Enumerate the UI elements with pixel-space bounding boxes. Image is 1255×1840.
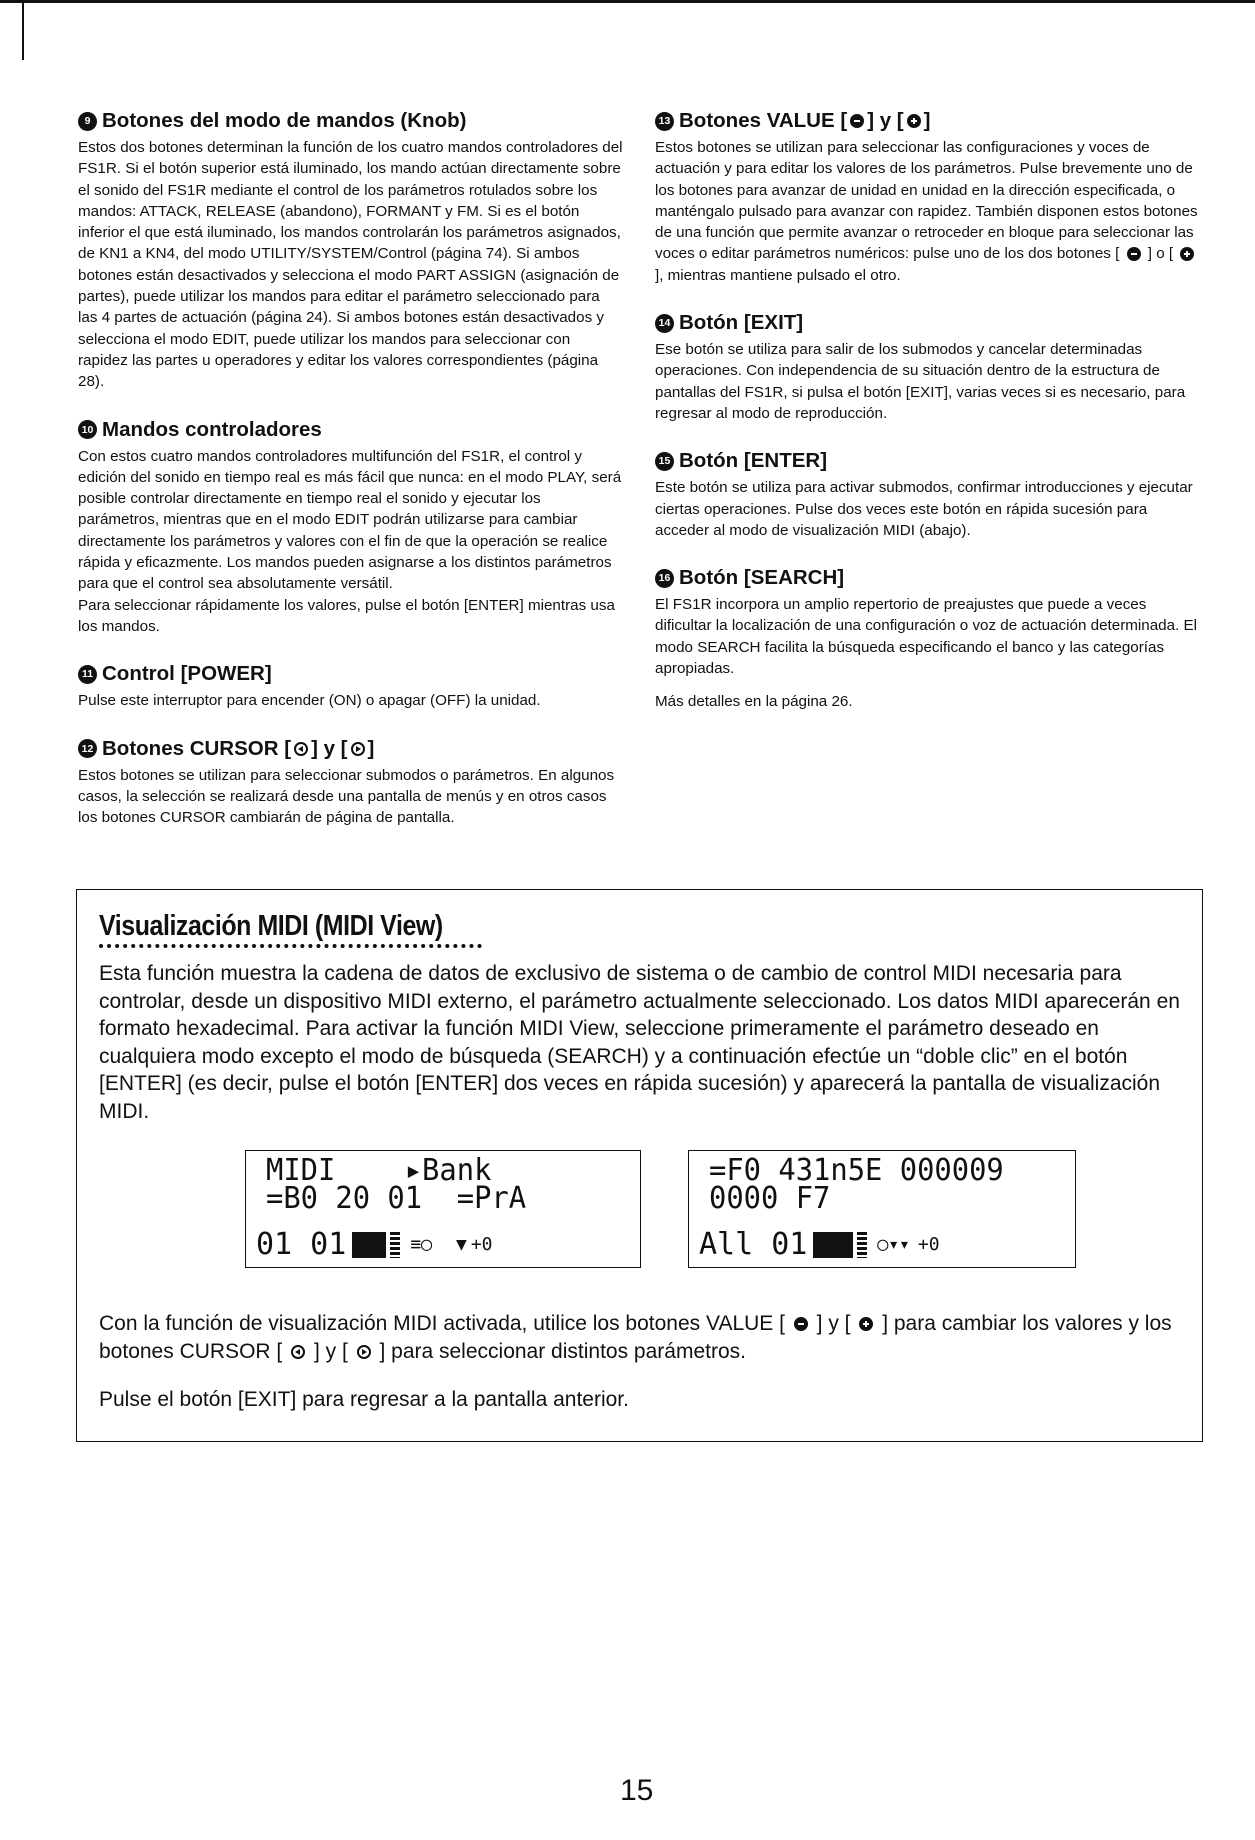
value-inc-icon xyxy=(1180,247,1194,261)
lcd-bars-icon xyxy=(857,1232,867,1258)
lcd-status-row xyxy=(256,1229,497,1261)
value-inc-icon xyxy=(907,114,921,128)
number-13-icon: 13 xyxy=(655,112,674,131)
section-body-a: Estos botones se utilizan para seleccionar las configuraciones y voces de actuación y para editar los valores de los parámetros. Pulse brevemente uno de los botones para avanzar de unidad en unidad en la dirección especificada, o manténgalo pulsado para avanzar con rapidez. También disponen estos botones de una función que permite avanzar o retroceder en bloque para seleccionar las voces o editar parámetros numéricos: pulse uno de los dos botones [ xyxy=(655,139,1198,263)
section-body: Estos dos botones determinan la función de los cuatro mandos controladores del FS1R. Si el botón superior está iluminado, los mando actúan directamente sobre el sonido del FS1R mediante el control de los parámetros rotulados sobre los mandos: ATTACK, RELEASE (abandono), FORMANT y FM. Si es el botón inferior el que está iluminado, los mandos controlarán los parámetros asignados, de KN1 a KN4, del modo UTILITY/SYSTEM/Control (página 74). Si ambos botones están desactivados y selecciona el modo PART ASSIGN (asignación de partes), puede utilizar los mandos para editar el parámetro seleccionado para las 4 partes de actuación (página 24). Si ambos botones están desactivados y selecciona el modo EDIT, puede utilizar los mandos para seleccionar con rapidez las partes u operadores y editar los valores correspondientes (página 28). xyxy=(78,139,623,391)
cursor-right-icon xyxy=(351,742,365,756)
section-title xyxy=(655,108,1200,134)
section-heading: Mandos controladores xyxy=(102,417,322,441)
section-title xyxy=(655,310,1200,336)
cursor-right-icon xyxy=(357,1345,371,1359)
midi-view-exit-note: Pulse el botón [EXIT] para regresar a la pantalla anterior. xyxy=(99,1388,629,1411)
lcd-status-row xyxy=(699,1229,944,1261)
lcd-status-left: All 01 xyxy=(699,1227,808,1262)
lcd-status-right: +0 xyxy=(917,1234,940,1255)
number-11-icon: 11 xyxy=(78,665,97,684)
number-14-icon: 14 xyxy=(655,314,674,333)
section-heading-a: Botones CURSOR [ xyxy=(102,736,292,760)
left-column xyxy=(78,108,623,852)
instr-a: Con la función de visualización MIDI activada, utilice los botones VALUE [ xyxy=(99,1312,785,1335)
right-column xyxy=(655,108,1200,737)
section-body-para: Con estos cuatro mandos controladores multifunción del FS1R, el control y edición del sonido en tiempo real es más fácil que nunca: en el modo PLAY, será posible controlar directamente en tiempo real el sonido y ejecutar los parámetros, mientras que en el modo EDIT podrán utilizarse para cambiar directamente los parámetros y valores con el fin de que la operación se realice rápida y eficazmente. Los mandos pueden asignarse a los distintos parámetros para que el control sea absolutamente versátil. xyxy=(78,447,622,593)
instr-c: ] para cambiar los valores y los botones CURSOR [ xyxy=(99,1312,1172,1363)
number-9-icon: 9 xyxy=(78,112,97,131)
value-dec-icon xyxy=(1127,247,1141,261)
section-controller-knobs xyxy=(78,417,623,638)
section-heading-a: Botones VALUE [ xyxy=(679,109,848,132)
midi-view-box xyxy=(76,889,1203,1442)
cursor-left-icon xyxy=(294,742,308,756)
section-heading: Control [POWER] xyxy=(102,662,272,686)
section-heading: Botones del modo de mandos (Knob) xyxy=(102,109,467,132)
number-10-icon: 10 xyxy=(78,420,97,439)
section-enter xyxy=(655,448,1200,541)
section-power xyxy=(78,661,623,711)
section-body-para: Para seleccionar rápidamente los valores, pulse el botón [ENTER] mientras usa los mandos. xyxy=(78,596,615,635)
lcd-bars-icon xyxy=(390,1232,400,1258)
section-body: Ese botón se utiliza para salir de los submodos y cancelar determinadas operaciones. Con independencia de su situación dentro de la estructura de pantallas del FS1R, si pulsa el botón [EXIT], varias veces si es necesario, para regresar al modo de reproducción. xyxy=(655,341,1186,422)
section-body xyxy=(655,137,1200,286)
number-15-icon: 15 xyxy=(655,452,674,471)
midi-view-instructions xyxy=(99,1310,1189,1366)
lcd-indicator-icon: ▼ xyxy=(456,1234,467,1255)
section-heading-c: ] xyxy=(923,109,931,132)
cursor-left-icon xyxy=(291,1345,305,1359)
section-heading: Botón [ENTER] xyxy=(679,449,828,473)
value-dec-icon xyxy=(850,114,864,128)
lcd-line-1: MIDI ▸Bank xyxy=(266,1153,492,1188)
lcd-status-left: 01 01 xyxy=(256,1227,347,1262)
instr-e: ] para seleccionar distintos parámetros. xyxy=(379,1340,746,1363)
section-heading-b: ] y [ xyxy=(311,736,348,760)
lcd-segment-icon xyxy=(352,1232,386,1258)
lcd-line-2: 0000 F7 xyxy=(709,1181,831,1216)
section-heading-b: ] y [ xyxy=(867,109,904,132)
section-body xyxy=(78,446,623,638)
page-number: 15 xyxy=(620,1774,654,1807)
left-rule xyxy=(22,0,24,60)
section-body: Pulse este interruptor para encender (ON) o apagar (OFF) la unidad. xyxy=(78,692,541,710)
section-body-more: Más detalles en la página 26. xyxy=(655,693,853,711)
midi-view-title: Visualización MIDI (MIDI View) xyxy=(99,910,443,942)
value-dec-icon xyxy=(794,1317,808,1331)
lcd-status-right: +0 xyxy=(470,1234,493,1255)
lcd-display-2 xyxy=(688,1150,1076,1268)
section-knob-buttons xyxy=(78,108,623,393)
section-title xyxy=(655,448,1200,474)
section-title xyxy=(78,417,623,443)
section-heading: Botón [SEARCH] xyxy=(679,566,845,590)
number-16-icon: 16 xyxy=(655,569,674,588)
midi-view-intro: Esta función muestra la cadena de datos de exclusivo de sistema o de cambio de control MIDI necesaria para controlar, desde un dispositivo MIDI externo, el parámetro actualmente seleccionado. Los datos MIDI aparecerán en formato hexadecimal. Para activar la función MIDI View, seleccione primeramente el parámetro deseado en cualquiera modo excepto el modo de búsqueda (SEARCH) y a continuación efectúe un “doble clic” en el botón [ENTER] (es decir, pulse el botón [ENTER] dos veces en rápida sucesión) y aparecerá la pantalla de visualización MIDI. xyxy=(99,962,1180,1123)
top-rule xyxy=(0,0,1255,3)
section-exit xyxy=(655,310,1200,424)
section-search xyxy=(655,565,1200,712)
section-body-c: ], mientras mantiene pulsado el otro. xyxy=(655,266,901,284)
lcd-display-1 xyxy=(245,1150,641,1268)
lcd-line-1: =F0 431n5E 000009 xyxy=(709,1153,1004,1188)
lcd-clock-icon: ◯▾▾ xyxy=(877,1234,910,1255)
section-title xyxy=(78,108,623,134)
title-underline xyxy=(99,944,482,948)
value-inc-icon xyxy=(859,1317,873,1331)
instr-d: ] y [ xyxy=(313,1340,348,1363)
lcd-clock-icon: ≡◯ xyxy=(410,1234,432,1255)
section-body: Estos botones se utilizan para seleccionar submodos o parámetros. En algunos casos, la selección se realizará desde una pantalla de menús y en otros casos los botones CURSOR cambiarán de página de pantalla. xyxy=(78,766,615,827)
section-body: El FS1R incorpora un amplio repertorio de preajustes que puede a veces dificultar la localización de una configuración o voz de actuación determinada. El modo SEARCH facilita la búsqueda especificando el banco y las categorías apropiadas. xyxy=(655,596,1198,678)
section-heading-c: ] xyxy=(367,736,375,760)
lcd-line-2: =B0 20 01 =PrA xyxy=(266,1181,527,1216)
section-body-b: ] o [ xyxy=(1147,245,1174,263)
section-title xyxy=(78,736,623,762)
number-12-icon: 12 xyxy=(78,739,97,758)
lcd-segment-icon xyxy=(813,1232,853,1258)
section-value-buttons xyxy=(655,108,1200,286)
section-heading: Botón [EXIT] xyxy=(679,311,804,335)
section-title xyxy=(655,565,1200,591)
section-cursor-buttons xyxy=(78,736,623,829)
instr-b: ] y [ xyxy=(816,1312,851,1335)
section-body: Este botón se utiliza para activar submodos, confirmar introducciones y ejecutar ciertas operaciones. Pulse dos veces este botón en rápida sucesión para acceder al modo de visualización MIDI (abajo). xyxy=(655,479,1193,539)
section-title xyxy=(78,661,623,687)
